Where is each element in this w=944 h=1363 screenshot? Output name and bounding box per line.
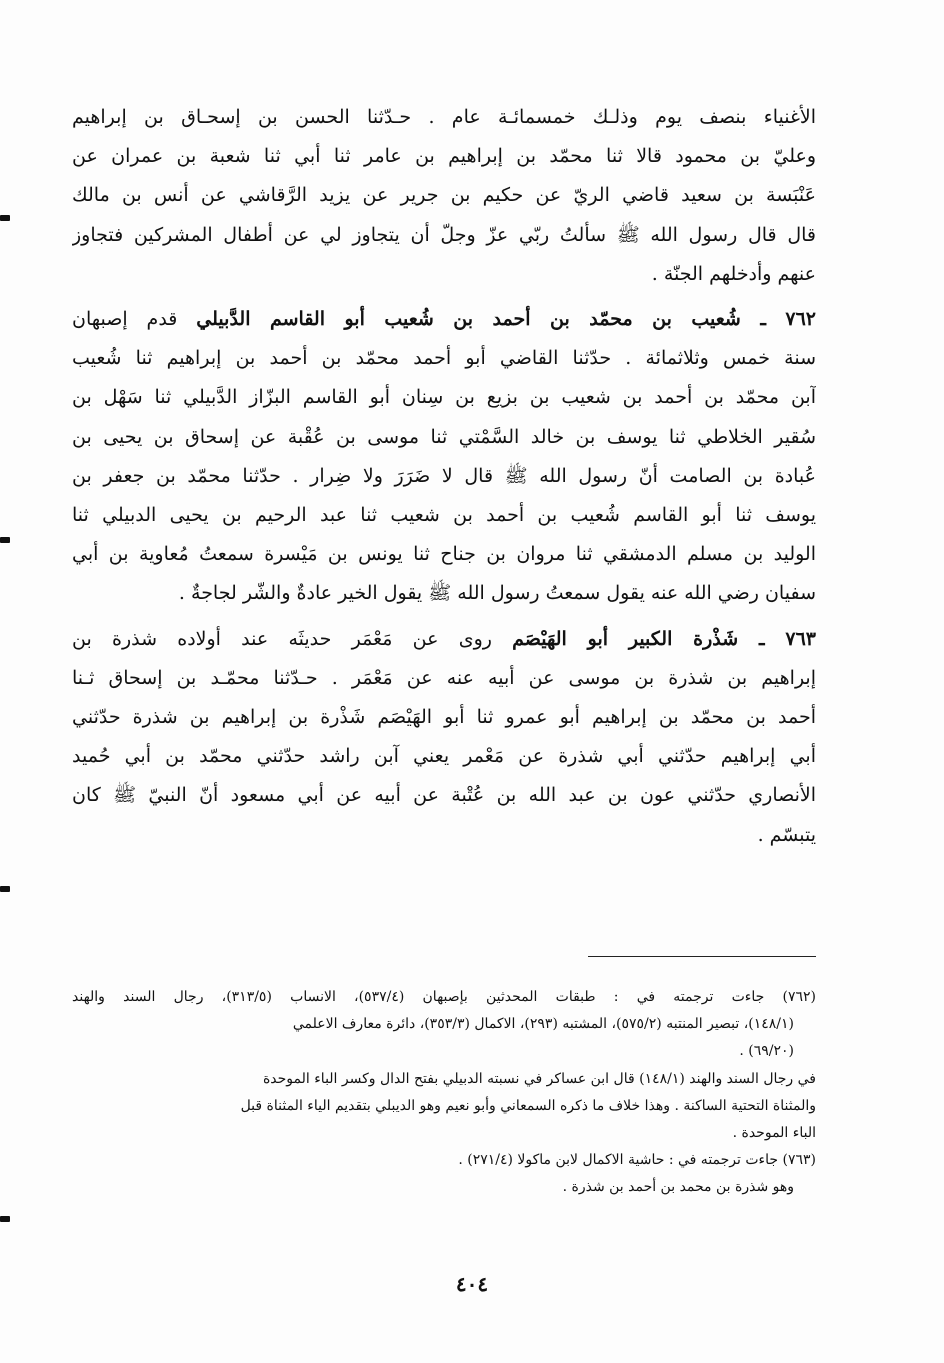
entry-763 xyxy=(72,620,816,855)
text-line: سنة خمس وثلاثمائة . حدّثنا القاضي أبو أحمد محمّد بن أحمد بن إبراهيم ثنا شُعيب xyxy=(72,347,816,370)
text-line: سُقير الخلاطي ثنا يوسف بن خالد السَّمْتي ثنا موسى بن عُقْبة عن إسحاق بن يحيى بن xyxy=(72,425,816,448)
footnote-line: في رجال السند والهند (١٤٨/١) قال ابن عساكر في نسبته الدبيلي بفتح الدال وكسر الباء الموحدة xyxy=(262,1070,816,1087)
entry-763-heading: ٧٦٣ ـ شَذْرة الكبير أبو الهَيْصَم xyxy=(512,627,816,650)
footnote-line: والمثناة التحتية الساكنة . وهذا خلاف ما ذكره السمعاني وأبو نعيم وهو الديبلي بتقديم الياء المثناة قبل xyxy=(240,1097,816,1114)
text-line: سفيان رضي الله عنه يقول سمعتُ رسول الله ﷺ يقول الخير عادةٌ والشّر لجاجةٌ . xyxy=(178,582,816,605)
footnote-line: (٦٩/٢٠) . xyxy=(739,1043,794,1060)
scan-margin-mark xyxy=(0,215,10,221)
text-line: الأغنياء بنصف يوم وذلـك خمسمائـة عام . حـدّثنا الحسن بن إسحـاق بن إبراهيم xyxy=(72,106,816,128)
text-line: إبراهيم بن شذرة بن موسى عن أبيه عنه عن مَعْمَر . حـدّثنا محمّـد بن إسحاق ثـنا xyxy=(72,666,816,689)
scan-margin-mark xyxy=(0,537,10,543)
text-line: آبن محمّد بن أحمد بن شعيب بن بزيع بن سِنان أبو القاسم البزّاز الدَّبيلي ثنا سَهْل بن xyxy=(72,386,816,409)
footnote-line: (١٤٨/١)، تبصير المنتبه (٥٧٥/٢)، المشتبه (٢٩٣)، الاكمال (٣٥٣/٣)، دائرة معارف الاعلمي xyxy=(292,1016,794,1033)
text-line: الأنصاري حدّثني عون بن عبد الله بن عُتْبة عن أبيه عن أبي مسعود أنّ النبيّ ﷺ كان xyxy=(72,784,816,807)
paragraph-continuation xyxy=(72,98,816,294)
text-line: عنهم وأدخلهم الجنّة . xyxy=(651,262,816,285)
text-line: أبي إبراهيم حدّثني أبي شذرة عن مَعْمر يعني آبن راشد حدّثني محمّد بن أبي حُميد xyxy=(72,745,816,768)
entry-762 xyxy=(72,300,816,614)
text-line: عَنْبَسة بن سعيد قاضي الريّ عن حكيم بن جرير عن يزيد الرَّقاشي عن أنس بن مالك xyxy=(72,184,816,207)
scan-margin-mark xyxy=(0,886,10,892)
text-line: قال قال رسول الله ﷺ سألتُ ربّي عزّ وجلّ أن يتجاوز لي عن أطفال المشركين فتجاوز xyxy=(72,223,816,246)
scan-margin-mark xyxy=(0,1216,10,1222)
footnotes xyxy=(72,984,816,1202)
footnote-line: (٧٦٢) جاءت ترجمته في : طبقات المحدثين بإصبهان (٥٣٧/٤)، الانساب (٣١٣/٥)، رجال السند والهند xyxy=(72,989,816,1005)
text-line: يوسف ثنا أبو القاسم شُعيب بن أحمد بن شعيب ثنا عبد الرحيم بن يحيى الدبيلي ثنا xyxy=(72,504,816,527)
text-line: يتبسّم . xyxy=(757,823,816,846)
footnote-762-note xyxy=(72,1066,816,1148)
footnote-762 xyxy=(72,984,816,1066)
footnote-line: الباء الموحدة . xyxy=(732,1125,816,1142)
footnote-line: وهو شذرة بن محمد بن أحمد بن شذرة . xyxy=(562,1179,794,1196)
entry-762-heading: ٧٦٢ ـ شُعيب بن محمّد بن أحمد بن شُعيب أبو القاسم الدَّبيلي xyxy=(196,308,816,331)
text-line: عُبادة بن الصامت أنّ رسول الله ﷺ قال لا ضَرَرَ ولا ضِرار . حدّثنا محمّد بن جعفر بن xyxy=(72,464,816,487)
entry-763-first-line xyxy=(72,620,816,659)
footnote-763 xyxy=(72,1147,816,1201)
main-text xyxy=(72,98,816,861)
text-fragment: قدم إصبهان xyxy=(72,308,178,331)
footnote-line: (٧٦٣) جاءت ترجمته في : حاشية الاكمال لابن ماكولا (٢٧١/٤) . xyxy=(458,1152,816,1169)
text-line: وعليّ بن محمود قالا ثنا محمّد بن إبراهيم بن عامر ثنا أبي ثنا شعبة بن عمران عن xyxy=(72,145,816,168)
footnote-divider xyxy=(588,956,816,957)
text-line: أحمد بن محمّد بن إبراهيم أبو عمرو ثنا أبو الهَيْصَم شَذْرة بن إبراهيم بن شذرة حدّثني xyxy=(72,706,816,729)
page-number: ٤٠٤ xyxy=(455,1272,489,1296)
entry-762-first-line xyxy=(72,300,816,339)
text-fragment: روى عن مَعْمَر حديثَه عند أولاده شذرة بن xyxy=(72,627,492,650)
text-line: الوليد بن مسلم الدمشقي ثنا مروان بن جناح ثنا يونس بن مَيْسرة سمعتُ مُعاوية بن أبي xyxy=(72,543,816,566)
